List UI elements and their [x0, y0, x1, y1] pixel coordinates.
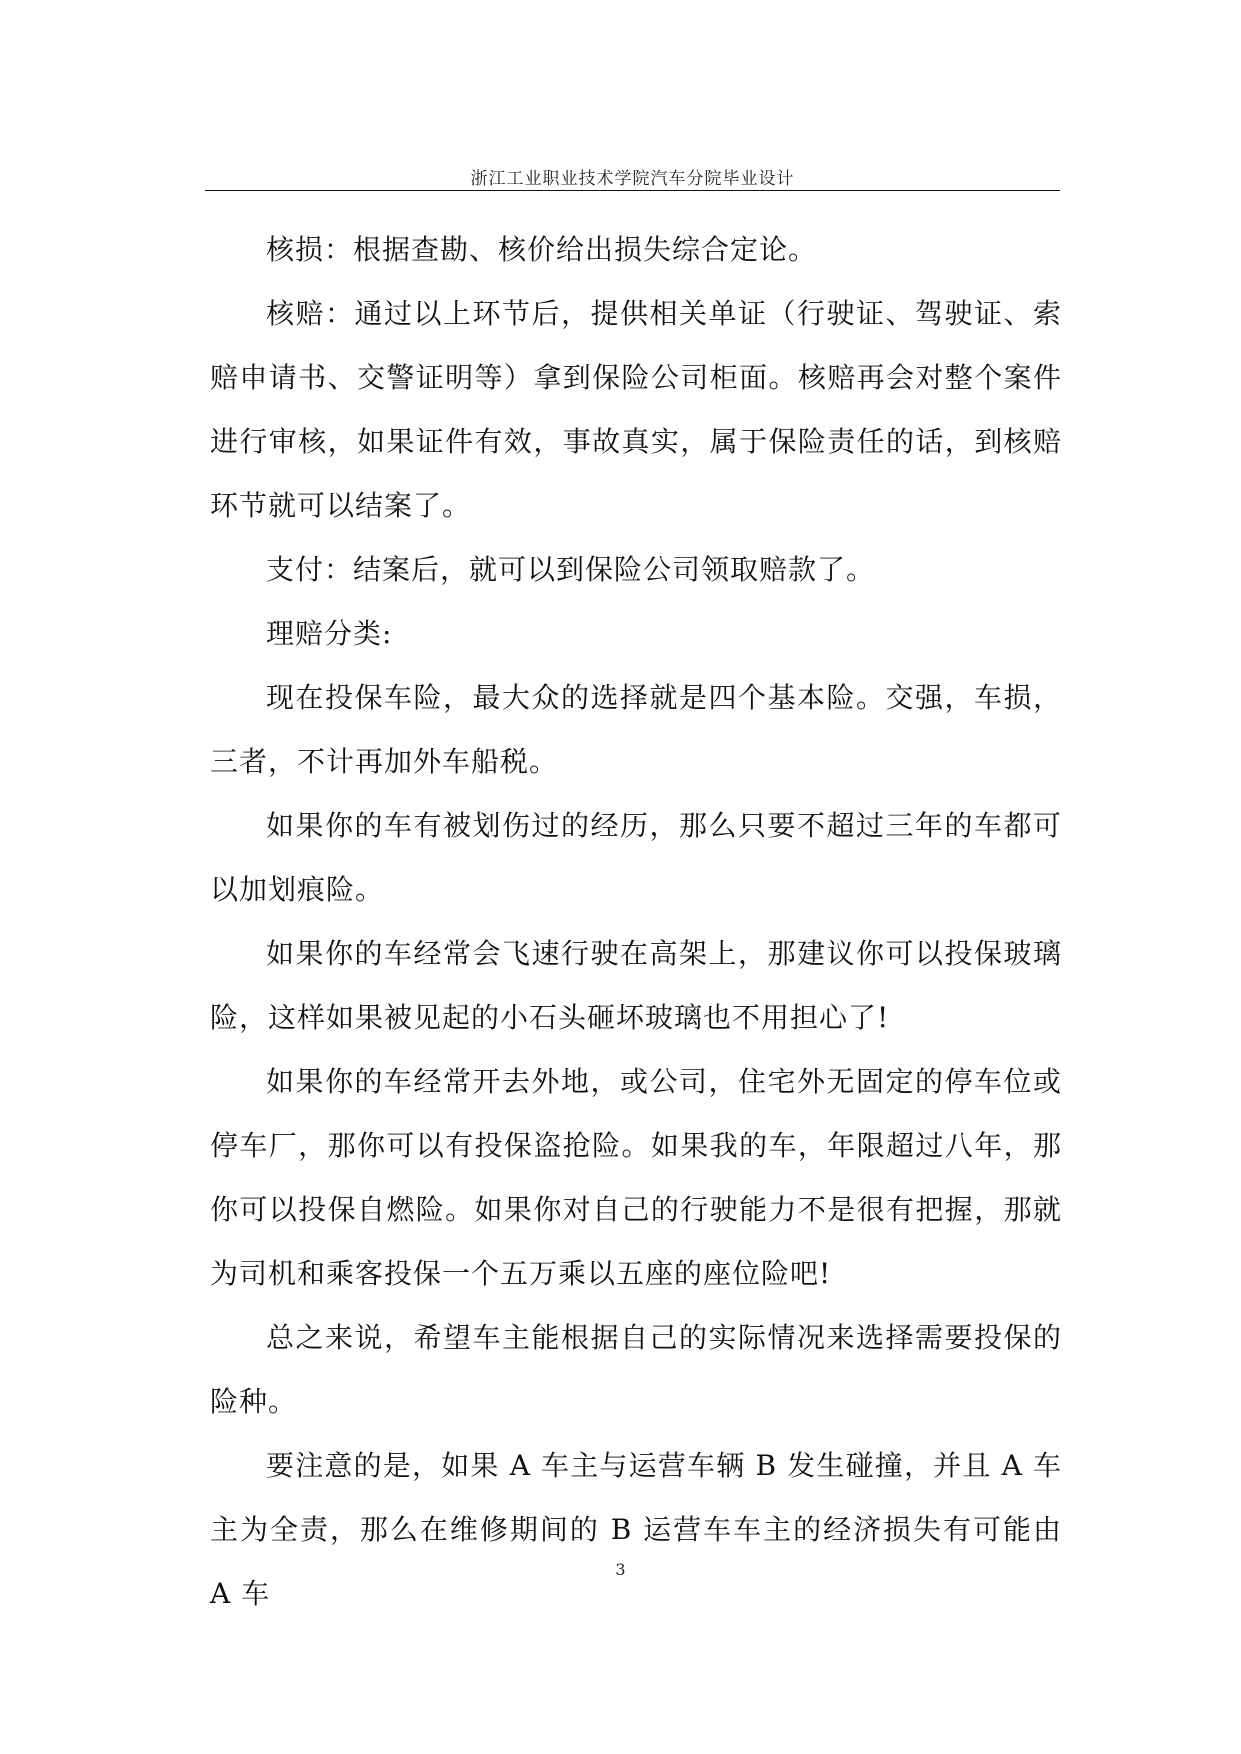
document-body [210, 218, 1062, 1626]
paragraph-summary: 总之来说，希望车主能根据自己的实际情况来选择需要投保的险种。 [210, 1321, 1062, 1418]
paragraph-theft-fire-seat-insurance: 如果你的车经常开去外地，或公司，住宅外无固定的停车位或停车厂，那你可以有投保盗抢险。如果我的车，年限超过八年，那你可以投保自燃险。如果你对自己的行驶能力不是很有把握，那就为司机和乘客投保一个五万乘以五座的座位险吧! [210, 1065, 1062, 1290]
paragraph-glass-insurance: 如果你的车经常会飞速行驶在高架上，那建议你可以投保玻璃险，这样如果被见起的小石头砸坏玻璃也不用担心了! [210, 937, 1062, 1034]
paragraph-liability-note: 要注意的是，如果 A 车主与运营车辆 B 发生碰撞，并且 A 车主为全责，那么在维修期间的 B 运营车车主的经济损失有可能由 A 车 [210, 1449, 1062, 1610]
paragraph-payment: 支付：结案后，就可以到保险公司领取赔款了。 [266, 553, 876, 586]
paragraph-basic-insurance: 现在投保车险，最大众的选择就是四个基本险。交强，车损，三者，不计再加外车船税。 [210, 681, 1062, 778]
paragraph-loss-assessment: 核损：根据查勘、核价给出损失综合定论。 [266, 233, 818, 266]
paragraph-claim-categories: 理赔分类: [266, 617, 393, 650]
paragraph-scratch-insurance: 如果你的车有被划伤过的经历，那么只要不超过三年的车都可以加划痕险。 [210, 809, 1062, 906]
header-divider [205, 190, 1060, 191]
page-header-title: 浙江工业职业技术学院汽车分院毕业设计 [470, 169, 795, 189]
page-number: 3 [615, 1560, 626, 1579]
paragraph-claim-review: 核赔：通过以上环节后，提供相关单证（行驶证、驾驶证、索赔申请书、交警证明等）拿到保险公司柜面。核赔再会对整个案件进行审核，如果证件有效，事故真实，属于保险责任的话，到核赔环节就可以结案了。 [210, 297, 1062, 522]
